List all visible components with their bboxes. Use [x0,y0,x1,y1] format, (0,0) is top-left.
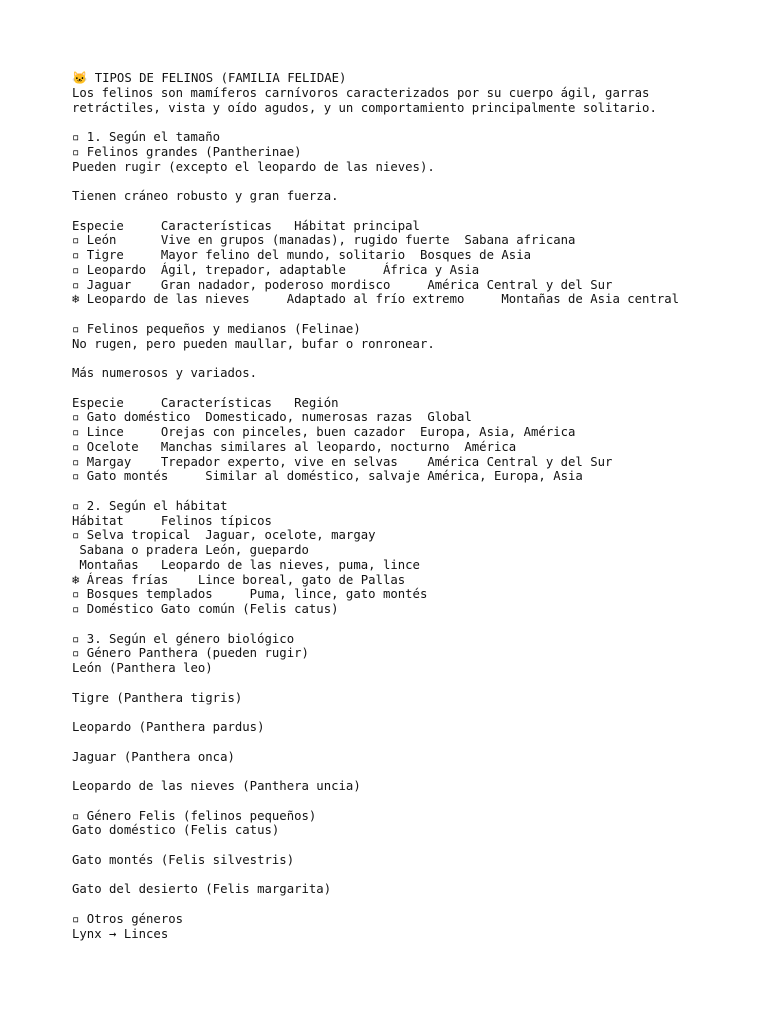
text-line: Especie Características Hábitat principal [72,218,420,233]
blank-line [72,204,679,219]
text-line: Montañas Leopardo de las nieves, puma, lince [72,557,420,572]
text-line: ▫ Género Felis (felinos pequeños) [72,808,317,823]
text-line: ❄ Leopardo de las nieves Adaptado al frío extremo Montañas de Asia central [72,292,680,307]
text-line: ▫ Ocelote Manchas similares al leopardo, nocturno América [72,439,517,454]
blank-line [72,705,679,720]
text-line: ▫ Doméstico Gato común (Felis catus) [72,602,339,616]
document-text [72,71,679,941]
text-line: ▫ Felinos pequeños y medianos (Felinae) [72,321,361,336]
text-line: Lynx → Linces [72,926,169,941]
blank-line [72,381,679,396]
text-line: ▫ Jaguar Gran nadador, poderoso mordisco América Central y del Sur [72,277,613,292]
text-line: Hábitat Felinos típicos [72,513,272,528]
blank-line [72,764,679,779]
text-line: Los felinos son mamíferos carnívoros caracterizados por su cuerpo ágil, garras [72,85,650,100]
text-line: 🐱 TIPOS DE FELINOS (FAMILIA FELIDAE) [72,71,347,85]
blank-line [72,307,679,322]
text-line: Jaguar (Panthera onca) [72,749,235,764]
text-line: Tienen cráneo robusto y gran fuerza. [72,189,339,203]
text-line: ▫ Tigre Mayor felino del mundo, solitario Bosques de Asia [72,248,532,262]
blank-line [72,735,679,750]
text-line: ▫ 1. Según el tamaño [72,130,221,144]
text-line: ▫ Felinos grandes (Pantherinae) [72,144,302,159]
text-line: ▫ Otros géneros [72,911,184,926]
text-line: Gato montés (Felis silvestris) [72,852,295,867]
text-line: Leopardo (Panthera pardus) [72,720,265,734]
text-line: Especie Características Región [72,395,339,410]
blank-line [72,174,679,189]
blank-line [72,868,679,883]
blank-line [72,617,679,632]
blank-line [72,484,679,499]
blank-line [72,794,679,809]
text-line: ▫ Gato doméstico Domesticado, numerosas razas Global [72,410,472,425]
blank-line [72,351,679,366]
text-line: Sabana o pradera León, guepardo [72,543,309,557]
text-line: ▫ Bosques templados Puma, lince, gato montés [72,587,428,602]
text-line: ▫ Margay Trepador experto, vive en selvas América Central y del Sur [72,454,613,469]
text-line: No rugen, pero pueden maullar, bufar o ronronear. [72,336,435,351]
text-line: ▫ Género Panthera (pueden rugir) [72,646,309,661]
text-line: ▫ 2. Según el hábitat [72,498,228,513]
blank-line [72,897,679,912]
text-line: Más numerosos y variados. [72,366,258,380]
text-line: Gato del desierto (Felis margarita) [72,882,332,897]
text-line: retráctiles, vista y oído agudos, y un comportamiento principalmente solitario. [72,100,657,115]
text-line: ▫ León Vive en grupos (manadas), rugido fuerte Sabana africana [72,233,576,248]
text-line: ▫ Gato montés Similar al doméstico, salvaje América, Europa, Asia [72,469,583,484]
text-line: Pueden rugir (excepto el leopardo de las nieves). [72,159,435,174]
text-line: Gato doméstico (Felis catus) [72,823,280,838]
text-line: León (Panthera leo) [72,661,213,675]
text-line: ▫ Selva tropical Jaguar, ocelote, margay [72,528,376,543]
blank-line [72,115,679,130]
blank-line [72,676,679,691]
blank-line [72,838,679,853]
text-line: ❄ Áreas frías Lince boreal, gato de Pallas [72,572,406,587]
text-line: ▫ Lince Orejas con pinceles, buen cazador Europa, Asia, América [72,425,576,439]
text-line: Tigre (Panthera tigris) [72,690,243,705]
text-line: ▫ Leopardo Ágil, trepador, adaptable África y Asia [72,262,480,277]
text-line: Leopardo de las nieves (Panthera uncia) [72,779,361,793]
text-line: ▫ 3. Según el género biológico [72,631,295,646]
